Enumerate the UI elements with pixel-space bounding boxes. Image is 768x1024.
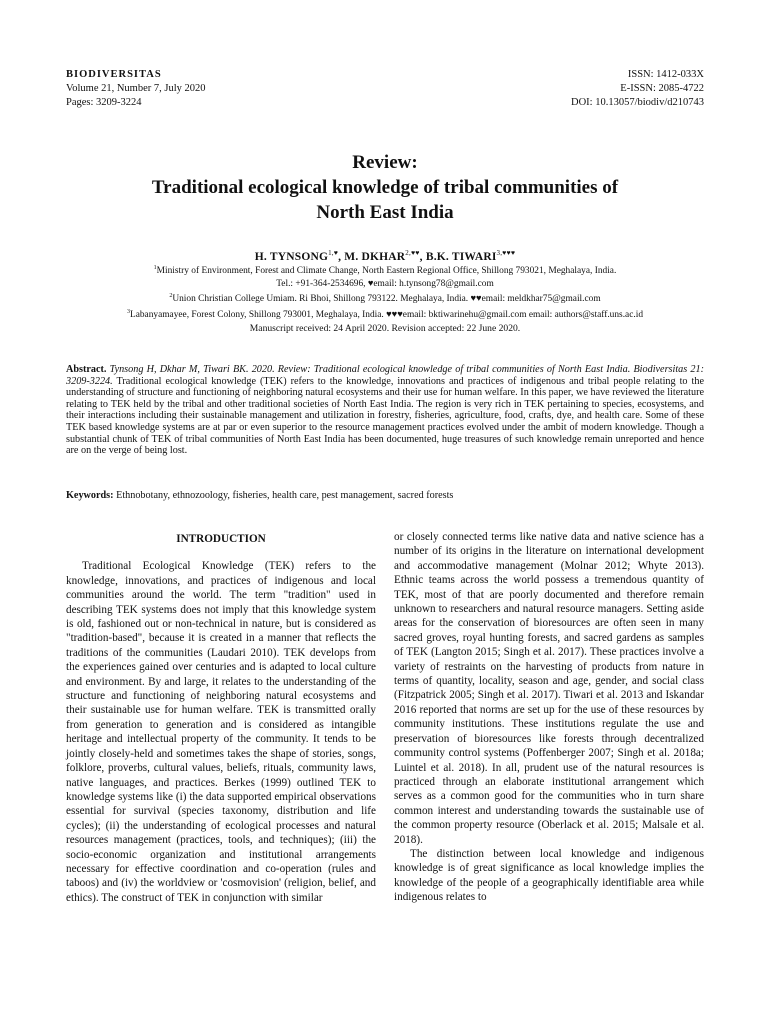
section-heading-introduction: INTRODUCTION <box>176 533 266 545</box>
affiliation-2-text: Union Christian College Umiam. Ri Bhoi, Shillong 793122. Meghalaya, India. ♥♥email: meldkhar75@gmail.com <box>172 294 601 305</box>
author-3: , B.K. TIWARI <box>419 250 497 263</box>
affiliations <box>66 262 704 321</box>
abstract-label: Abstract. <box>66 364 107 375</box>
abstract <box>66 364 704 457</box>
journal-volume: Volume 21, Number 7, July 2020 <box>66 83 206 94</box>
doi: DOI: 10.13057/biodiv/d210743 <box>571 97 704 108</box>
journal-name: BIODIVERSITAS <box>66 69 162 80</box>
abstract-citation: Tynsong H, Dkhar M, Tiwari BK. 2020. Review: Traditional ecological knowledge of tribal communities of North East India. Biodiversitas 21: 3209-3224. <box>66 364 704 387</box>
keywords-text: Ethnobotany, ethnozoology, fisheries, health care, pest management, sacred forests <box>116 490 454 501</box>
manuscript-dates: Manuscript received: 24 April 2020. Revision accepted: 22 June 2020. <box>249 323 521 334</box>
eissn: E-ISSN: 2085-4722 <box>620 83 704 94</box>
author-3-mark: 3,♥♥♥ <box>496 249 516 257</box>
title-line-3: North East India <box>316 202 454 223</box>
author-2: , M. DKHAR <box>338 250 406 263</box>
author-2-mark: 2,♥♥ <box>405 249 420 257</box>
title-line-1: Review: <box>352 152 418 173</box>
affiliation-2-mark: 2 <box>169 293 173 300</box>
keywords-label: Keywords: <box>66 490 114 501</box>
column-left <box>66 532 376 905</box>
abstract-text: Traditional ecological knowledge (TEK) refers to the knowledge, innovations and practices of indigenous and tribal people relating to the understanding of structure and functioning of neighboring natural ecosystems and their use for human welfare. In this paper, we have reviewed the literature relating to TEK held by the tribal and other traditional societies of North East India. The region is very rich in TEK pertaining to species, ecosystems, and their interactions including their sustainable management and utilization in forestry, fisheries, agriculture, food, crafts, dye, and health care. Some of these TEK based knowledge systems are at par or even superior to the resource management practices evolved under the ambit of modern knowledge. Though a substantial chunk of TEK of tribal communities of North East India has been documented, huge treasures of such knowledge remain unreported and hence are on the verge of being lost. <box>66 375 704 457</box>
affiliation-1 <box>66 262 704 278</box>
keywords <box>66 490 704 502</box>
affiliation-3-mark: 3 <box>126 308 130 315</box>
intro-paragraph-1: Traditional Ecological Knowledge (TEK) refers to the knowledge, innovations, and practices of indigenous and local communities around the world. The term "tradition" used in describing TEK systems does not imply that this knowledge system is old, fashioned out or non-technical in nature, but is considered as "tradition-based", because it is created in a manner that reflects the traditions of the communities (Laudari 2010). TEK develops from the experiences gained over centuries and is adapted to local culture and environment. By and large, it relates to the understanding of the structure and functioning of neighboring natural ecosystems and their sustainable use for human welfare. TEK is transmitted orally from generation to generation and is considered as intangible heritage and intellectual property of the community. It tends to be jointly closely-held and sometimes takes the shape of stories, songs, folklore, proverbs, cultural values, beliefs, rituals, community laws, native languages, and practices. Berkes (1999) outlined TEK to knowledge systems like (i) the data supported empirical observations essential for survival (species taxonomy, distribution and life cycles); (ii) the understanding of ecological processes and natural resources management (practices, tools, and techniques); (iii) the socio-economic organization and institutional arrangements necessary for effective coordination and co-operation (rules and taboos) and (iv) the worldview or 'cosmovision' (religion, belief, and ethics). The construct of TEK in conjunction with similar <box>66 560 376 904</box>
intro-paragraph-1-continued: or closely connected terms like native data and native science has a number of its origins in the literature on international development and accommodative management (Molnar 2012; Whyte 2013). Ethnic teams across the world possess a tremendous quantity of TEK, most of that are poorly documented and therefore remain unknown to researchers and natural resource managers. Setting aside areas for the conservation of bioresources are often seen in many sacred groves, royal hunting forests, and sacred gardens as samples of TEK (Langton 2015; Singh et al. 2017). These practices involve a variety of restraints on the harvesting of products from nature in terms of quantity, locality, season and age, gender, and social class (Fitzpatrick 2005; Singh et al. 2017). Tiwari et al. 2013 and Iskandar 2016 reported that norms are set up for the use of these resources by community institutions. These institutions regulate the use and preservation of bioresources like forests through decentralized community control systems (Poffenberger 2007; Singh et al. 2018a; Luintel et al. 2018). In all, prudent use of the natural resources is practiced through an elaborate institutional arrangement which serves as a common good for the communities who in turn share common interest and understanding towards the sustainable use of the common property resource (Oberlack et al. 2015; Malsale et al. 2018). <box>394 531 704 846</box>
affiliation-1-mark: 1 <box>153 265 157 271</box>
affiliation-2 <box>66 290 704 306</box>
journal-header-left <box>66 68 206 110</box>
affiliation-1-contact: Tel.: +91-364-2534696, ♥email: h.tynsong78@gmail.com <box>276 278 494 289</box>
author-1: H. TYNSONG <box>254 250 329 263</box>
affiliation-3-text: Labanyamayee, Forest Colony, Shillong 793001, Meghalaya, India. ♥♥♥email: bktiwarinehu@gmail.com email: authors@staff.uns.ac.id <box>129 309 644 320</box>
affiliation-3 <box>66 306 704 322</box>
column-right <box>394 530 704 905</box>
paper-title <box>66 150 704 225</box>
author-1-mark: 1,♥ <box>328 249 339 257</box>
affiliation-1-text: Ministry of Environment, Forest and Climate Change, North Eastern Regional Office, Shillong 793021, Meghalaya, India. <box>156 266 617 277</box>
intro-paragraph-2: The distinction between local knowledge and indigenous knowledge is of great significance as local knowledge implies the knowledge of the people of a geographically identifiable area while indigenous relates to <box>394 847 704 904</box>
journal-pages: Pages: 3209-3224 <box>66 97 142 108</box>
journal-header-right <box>571 68 704 110</box>
issn: ISSN: 1412-033X <box>627 69 704 80</box>
title-line-2: Traditional ecological knowledge of tribal communities of <box>151 177 619 198</box>
